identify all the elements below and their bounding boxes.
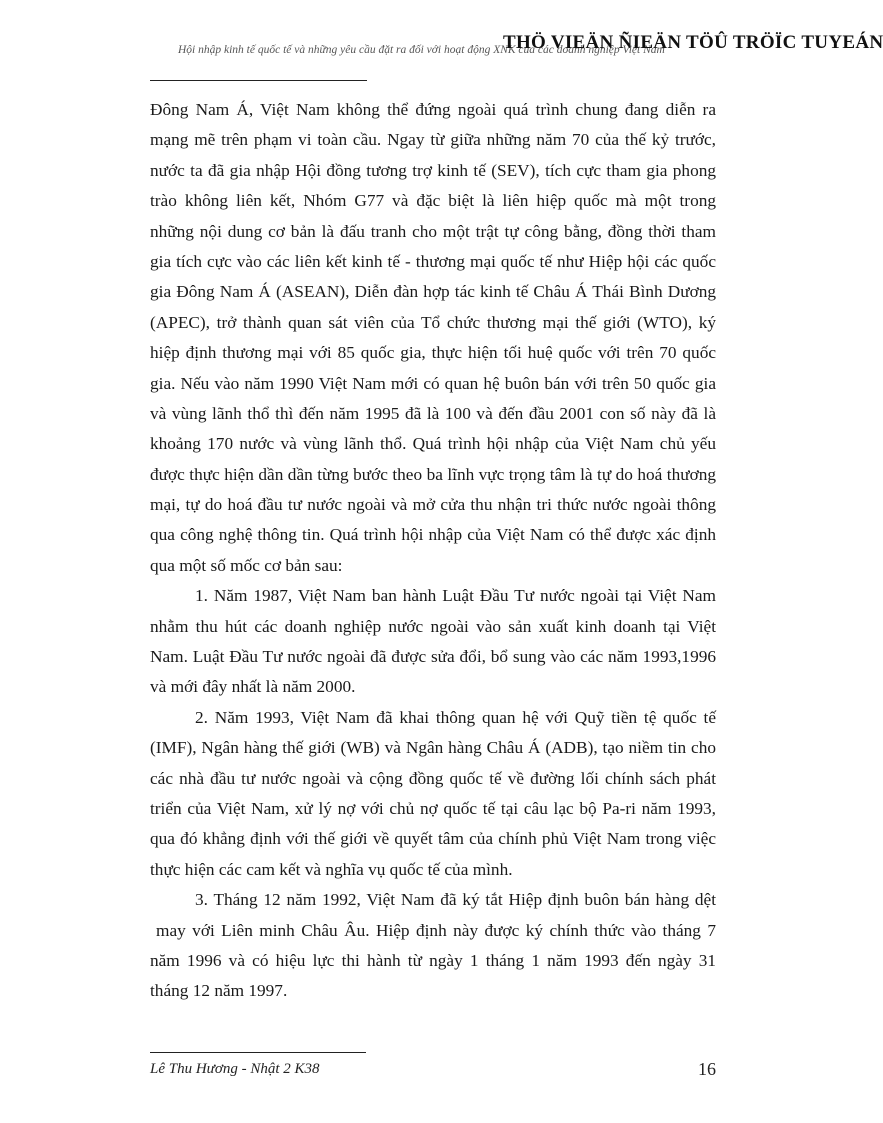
- footer-author: Lê Thu Hương - Nhật 2 K38: [150, 1061, 320, 1077]
- list-item-1-start: 1. Năm 1987, Việt Nam ban hành Luật Đầu Tư nước ngoài tại Việt Nam: [195, 586, 716, 606]
- body-line: (APEC), trở thành quan sát viên của Tổ chức thương mại thế giới (WTO), ký: [150, 312, 716, 332]
- body-line: khoảng 170 nước và vùng lãnh thổ. Quá trình hội nhập của Việt Nam chủ yếu: [150, 434, 716, 454]
- body-line: mạng mẽ trên phạm vi toàn cầu. Ngay từ giữa những năm 70 của thế kỷ trước,: [150, 130, 716, 150]
- body-line: thực hiện các cam kết và nghĩa vụ quốc tế của mình.: [150, 859, 513, 879]
- body-line: (IMF), Ngân hàng thế giới (WB) và Ngân hàng Châu Á (ADB), tạo niềm tin cho: [150, 738, 716, 758]
- body-line: triển của Việt Nam, xử lý nợ với chủ nợ quốc tế tại câu lạc bộ Pa-ri năm 1993,: [150, 798, 716, 818]
- list-item-3-start: 3. Tháng 12 năm 1992, Việt Nam đã ký tắt Hiệp định buôn bán hàng dệt: [195, 890, 716, 910]
- body-line: hiệp định thương mại với 85 quốc gia, thực hiện tối huệ quốc với trên 70 quốc: [150, 343, 716, 363]
- body-line: Nam. Luật Đầu Tư nước ngoài đã được sửa đổi, bổ sung vào các năm 1993,1996: [150, 647, 716, 667]
- body-line: qua công nghệ thông tin. Quá trình hội nhập của Việt Nam có thể được xác định: [150, 525, 716, 545]
- watermark-text: THÖ VIEÄN ÑIEÄN TÖÛ TRÖÏC TUYEÁN: [503, 32, 883, 53]
- body-line: gia tích cực vào các liên kết kinh tế - thương mại quốc tế như Hiệp hội các quốc: [150, 251, 716, 271]
- body-line: tháng 12 năm 1997.: [150, 981, 288, 1001]
- header-rule: [150, 80, 367, 81]
- body-line: nhằm thu hút các doanh nghiệp nước ngoài vào sản xuất kinh doanh tại Việt: [150, 616, 716, 636]
- list-item-2-start: 2. Năm 1993, Việt Nam đã khai thông quan hệ với Quỹ tiền tệ quốc tế: [195, 707, 716, 727]
- body-line: qua một số mốc cơ bản sau:: [150, 555, 343, 575]
- body-line: nước ta đã gia nhập Hội đồng tương trợ kinh tế (SEV), tích cực tham gia phong: [150, 160, 716, 180]
- footer-rule: [150, 1052, 366, 1053]
- body-line: qua đó khẳng định với thế giới về quyết tâm của chính phủ Việt Nam trong việc: [150, 829, 716, 849]
- body-line: gia Đông Nam Á (ASEAN), Diễn đàn hợp tác kinh tế Châu Á Thái Bình Dương: [150, 282, 716, 302]
- body-line: và mới đây nhất là năm 2000.: [150, 677, 356, 697]
- body-line: Đông Nam Á, Việt Nam không thể đứng ngoài quá trình chung đang diễn ra: [150, 100, 716, 119]
- body-line: được thực hiện dần dần từng bước theo ba lĩnh vực trọng tâm là tự do hoá thương: [150, 464, 716, 484]
- body-line: mại, tự do hoá đầu tư nước ngoài và mở cửa thu nhận tri thức nước ngoài thông: [150, 495, 716, 515]
- page-number: 16: [698, 1059, 716, 1079]
- body-line: và vùng lãnh thổ thì đến năm 1995 đã là 100 và đến đầu 2001 con số này đã là: [150, 403, 716, 423]
- body-line: những nội dung cơ bản là đấu tranh cho một trật tự công bằng, đồng thời tham: [150, 221, 716, 241]
- body-line: các nhà đầu tư nước ngoài và cộng đồng quốc tế về đường lối chính sách phát: [150, 768, 716, 788]
- running-header-title: Hội nhập kinh tế quốc tế và những yêu cầu đặt ra đối với hoạt động XNK của các doanh nghiệp Việt Nam: [178, 44, 665, 56]
- body-line: gia. Nếu vào năm 1990 Việt Nam mới có quan hệ buôn bán với trên 50 quốc gia: [150, 373, 716, 393]
- body-line: trào không liên kết, Nhóm G77 và đặc biệt là liên hiệp quốc mà một trong: [150, 191, 716, 211]
- body-text: [150, 95, 716, 1007]
- body-line: may với Liên minh Châu Âu. Hiệp định này được ký chính thức vào tháng 7: [156, 920, 716, 940]
- body-line: năm 1996 và có hiệu lực thi hành từ ngày 1 tháng 1 năm 1993 đến ngày 31: [150, 950, 716, 970]
